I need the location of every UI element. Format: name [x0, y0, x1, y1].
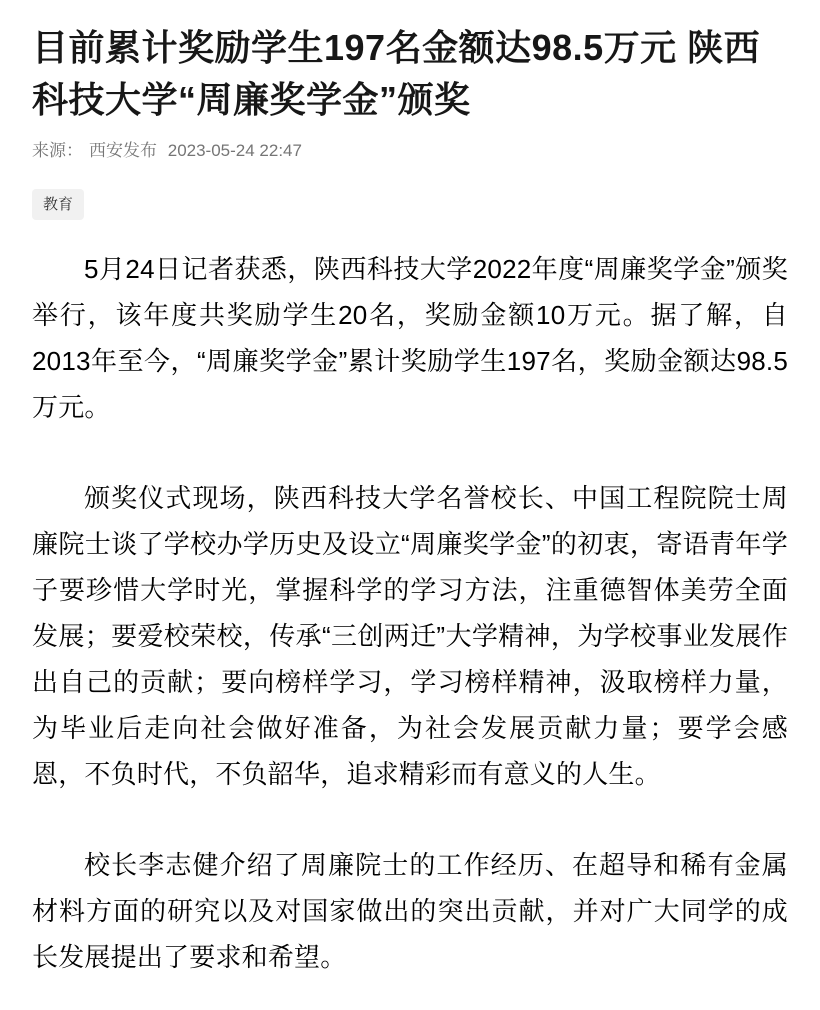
article-body: [32, 246, 788, 980]
tag-row: [32, 189, 788, 220]
article-meta: [32, 140, 788, 162]
publish-datetime: 2023-05-24 22:47: [167, 141, 302, 160]
paragraph-2: 颁奖仪式现场，陕西科技大学名誉校长、中国工程院院士周廉院士谈了学校办学历史及设立“周廉奖学金”的初衷，寄语青年学子要珍惜大学时光，掌握科学的学习方法，注重德智体美劳全面发展；要爱校荣校，传承“三创两迁”大学精神，为学校事业发展作出自己的贡献；要向榜样学习，学习榜样精神，汲取榜样力量，为毕业后走向社会做好准备，为社会发展贡献力量；要学会感恩，不负时代，不负韶华，追求精彩而有意义的人生。: [32, 483, 788, 789]
paragraph-1: 5月24日记者获悉，陕西科技大学2022年度“周廉奖学金”颁奖举行，该年度共奖励学生20名，奖励金额10万元。据了解，自2013年至今，“周廉奖学金”累计奖励学生197名，奖励金额达98.5万元。: [32, 254, 788, 422]
paragraph-3: 校长李志健介绍了周廉院士的工作经历、在超导和稀有金属材料方面的研究以及对国家做出的突出贡献，并对广大同学的成长发展提出了要求和希望。: [32, 850, 788, 972]
source-name: 西安发布: [89, 141, 157, 160]
article-title: 目前累计奖励学生197名金额达98.5万元 陕西科技大学“周廉奖学金”颁奖: [32, 27, 761, 120]
category-tag-education[interactable]: 教育: [32, 189, 84, 220]
source-label: 来源：: [32, 141, 83, 160]
